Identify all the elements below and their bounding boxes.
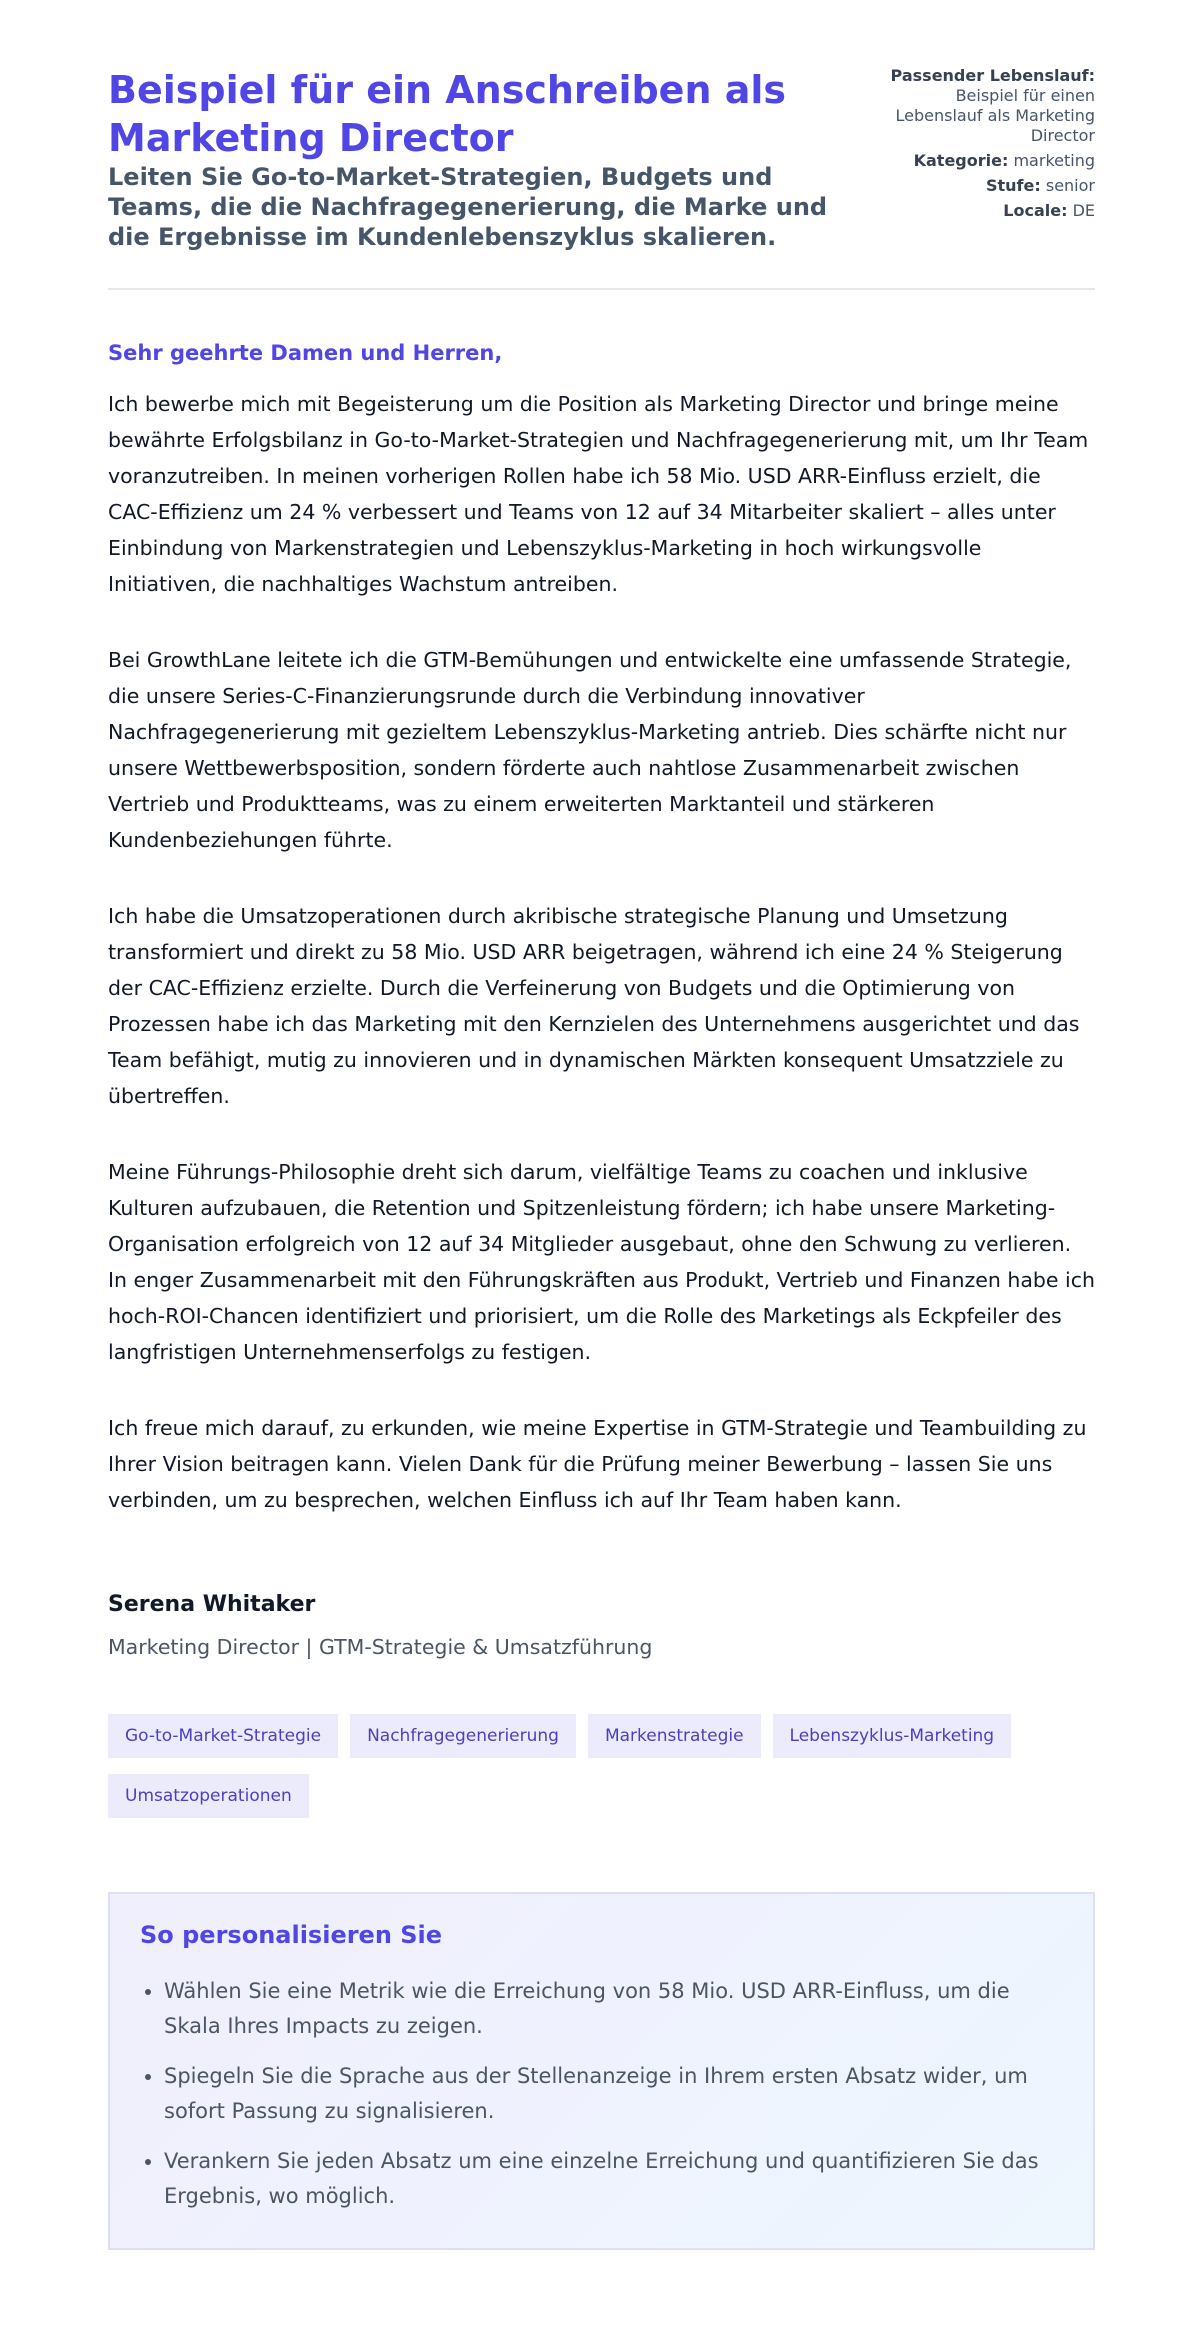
skill-tag: Lebenszyklus-Marketing: [773, 1714, 1012, 1758]
page-subtitle: Leiten Sie Go-to-Market-Strategien, Budgets und Teams, die die Nachfragegenerierung, die Marke und die Ergebnisse im Kundenlebenszyklus skalieren.: [108, 163, 828, 251]
skill-tag: Nachfragegenerierung: [350, 1714, 576, 1758]
signature-role: Marketing Director | GTM-Strategie & Umsatzführung: [108, 1635, 653, 1659]
personalization-tips: [108, 1892, 1095, 2250]
meta-category-value: marketing: [1013, 151, 1095, 170]
page-header: [108, 66, 1095, 290]
meta-level-value: senior: [1045, 176, 1095, 195]
letter-paragraph: Meine Führungs-Philosophie dreht sich darum, vielfältige Teams zu coachen und inklusive Kulturen aufzubauen, die Retention und Spitzenleistung fördern; ich habe unsere Marketing-Organisation erfolgreich von 12 auf 34 Mitglieder ausgebaut, ohne den Schwung zu verlieren. In enger Zusammenarbeit mit den Führungskräften aus Produkt, Vertrieb und Finanzen habe ich hoch-ROI-Chancen identifiziert und priorisiert, um die Rolle des Marketings als Eckpfeiler des langfristigen Unternehmenserfolgs zu festigen.: [108, 1160, 1096, 1364]
tip-item: • Verankern Sie jeden Absatz um eine einzelne Erreichung und quantifizieren Sie das Ergebnis, wo möglich.: [164, 2144, 1063, 2214]
page-title: Beispiel für ein Anschreiben als Marketing Director: [108, 68, 787, 160]
letter-paragraph: Ich bewerbe mich mit Begeisterung um die Position als Marketing Director und bringe meine bewährte Erfolgsbilanz in Go-to-Market-Strategien und Nachfragegenerierung mit, um Ihr Team voranzutreiben. In meinen vorherigen Rollen habe ich 58 Mio. USD ARR-Einfluss erzielt, die CAC-Effizienz um 24 % verbessert und Teams von 12 auf 34 Mitarbeiter skaliert – alles unter Einbindung von Markenstrategien und Lebenszyklus-Marketing in hoch wirkungsvolle Initiativen, die nachhaltiges Wachstum antreiben.: [108, 392, 1089, 596]
signature-name: Serena Whitaker: [108, 1592, 316, 1617]
meta-category-label: Kategorie:: [913, 151, 1009, 170]
meta-category: [865, 151, 1095, 171]
skill-tag: Umsatzoperationen: [108, 1774, 309, 1818]
meta-panel: [865, 66, 1095, 226]
tips-list: [140, 1974, 1063, 2214]
skill-tags: [108, 1714, 1095, 1818]
letter-paragraph: Bei GrowthLane leitete ich die GTM-Bemühungen und entwickelte eine umfassende Strategie, die unsere Series-C-Finanzierungsrunde durch die Verbindung innovativer Nachfragegenerierung mit gezieltem Lebenszyklus-Marketing antrieb. Dies schärfte nicht nur unsere Wettbewerbsposition, sondern förderte auch nahtlose Zusammenarbeit zwischen Vertrieb und Produktteams, was zu einem erweiterten Marktanteil und stärkeren Kundenbeziehungen führte.: [108, 648, 1072, 852]
tip-item: • Spiegeln Sie die Sprache aus der Stellenanzeige in Ihrem ersten Absatz wider, um sofort Passung zu signalisieren.: [164, 2059, 1063, 2129]
letter-paragraph: Ich freue mich darauf, zu erkunden, wie meine Expertise in GTM-Strategie und Teambuilding zu Ihrer Vision beitragen kann. Vielen Dank für die Prüfung meiner Bewerbung – lassen Sie uns verbinden, um zu besprechen, welchen Einfluss ich auf Ihr Team haben kann.: [108, 1416, 1087, 1512]
meta-resume-link[interactable]: Beispiel für einen Lebenslauf als Marketing Director: [895, 86, 1095, 145]
letter-body: [108, 338, 1095, 1662]
signature: [108, 1590, 1095, 1662]
skill-tag: Markenstrategie: [588, 1714, 761, 1758]
meta-level-label: Stufe:: [985, 176, 1041, 195]
tips-title: So personalisieren Sie: [140, 1921, 443, 1949]
meta-resume: [865, 66, 1095, 146]
letter-paragraph: Ich habe die Umsatzoperationen durch akribische strategische Planung und Umsetzung transformiert und direkt zu 58 Mio. USD ARR beigetragen, während ich eine 24 % Steigerung der CAC-Effizienz erzielte. Durch die Verfeinerung von Budgets und die Optimierung von Prozessen habe ich das Marketing mit den Kernzielen des Unternehmens ausgerichtet und das Team befähigt, mutig zu innovieren und in dynamischen Märkten konsequent Umsatzziele zu übertreffen.: [108, 904, 1080, 1108]
meta-locale: [865, 201, 1095, 221]
meta-locale-label: Locale:: [1003, 201, 1068, 220]
tip-item: • Wählen Sie eine Metrik wie die Erreichung von 58 Mio. USD ARR-Einfluss, um die Skala Ihres Impacts zu zeigen.: [164, 1974, 1063, 2044]
letter-greeting: Sehr geehrte Damen und Herren,: [108, 341, 503, 365]
meta-level: [865, 176, 1095, 196]
skill-tag: Go-to-Market-Strategie: [108, 1714, 338, 1758]
title-block: [108, 66, 828, 252]
meta-resume-label: Passender Lebenslauf:: [890, 66, 1095, 85]
cover-letter-page: [108, 0, 1095, 2250]
meta-locale-value: DE: [1072, 201, 1095, 220]
